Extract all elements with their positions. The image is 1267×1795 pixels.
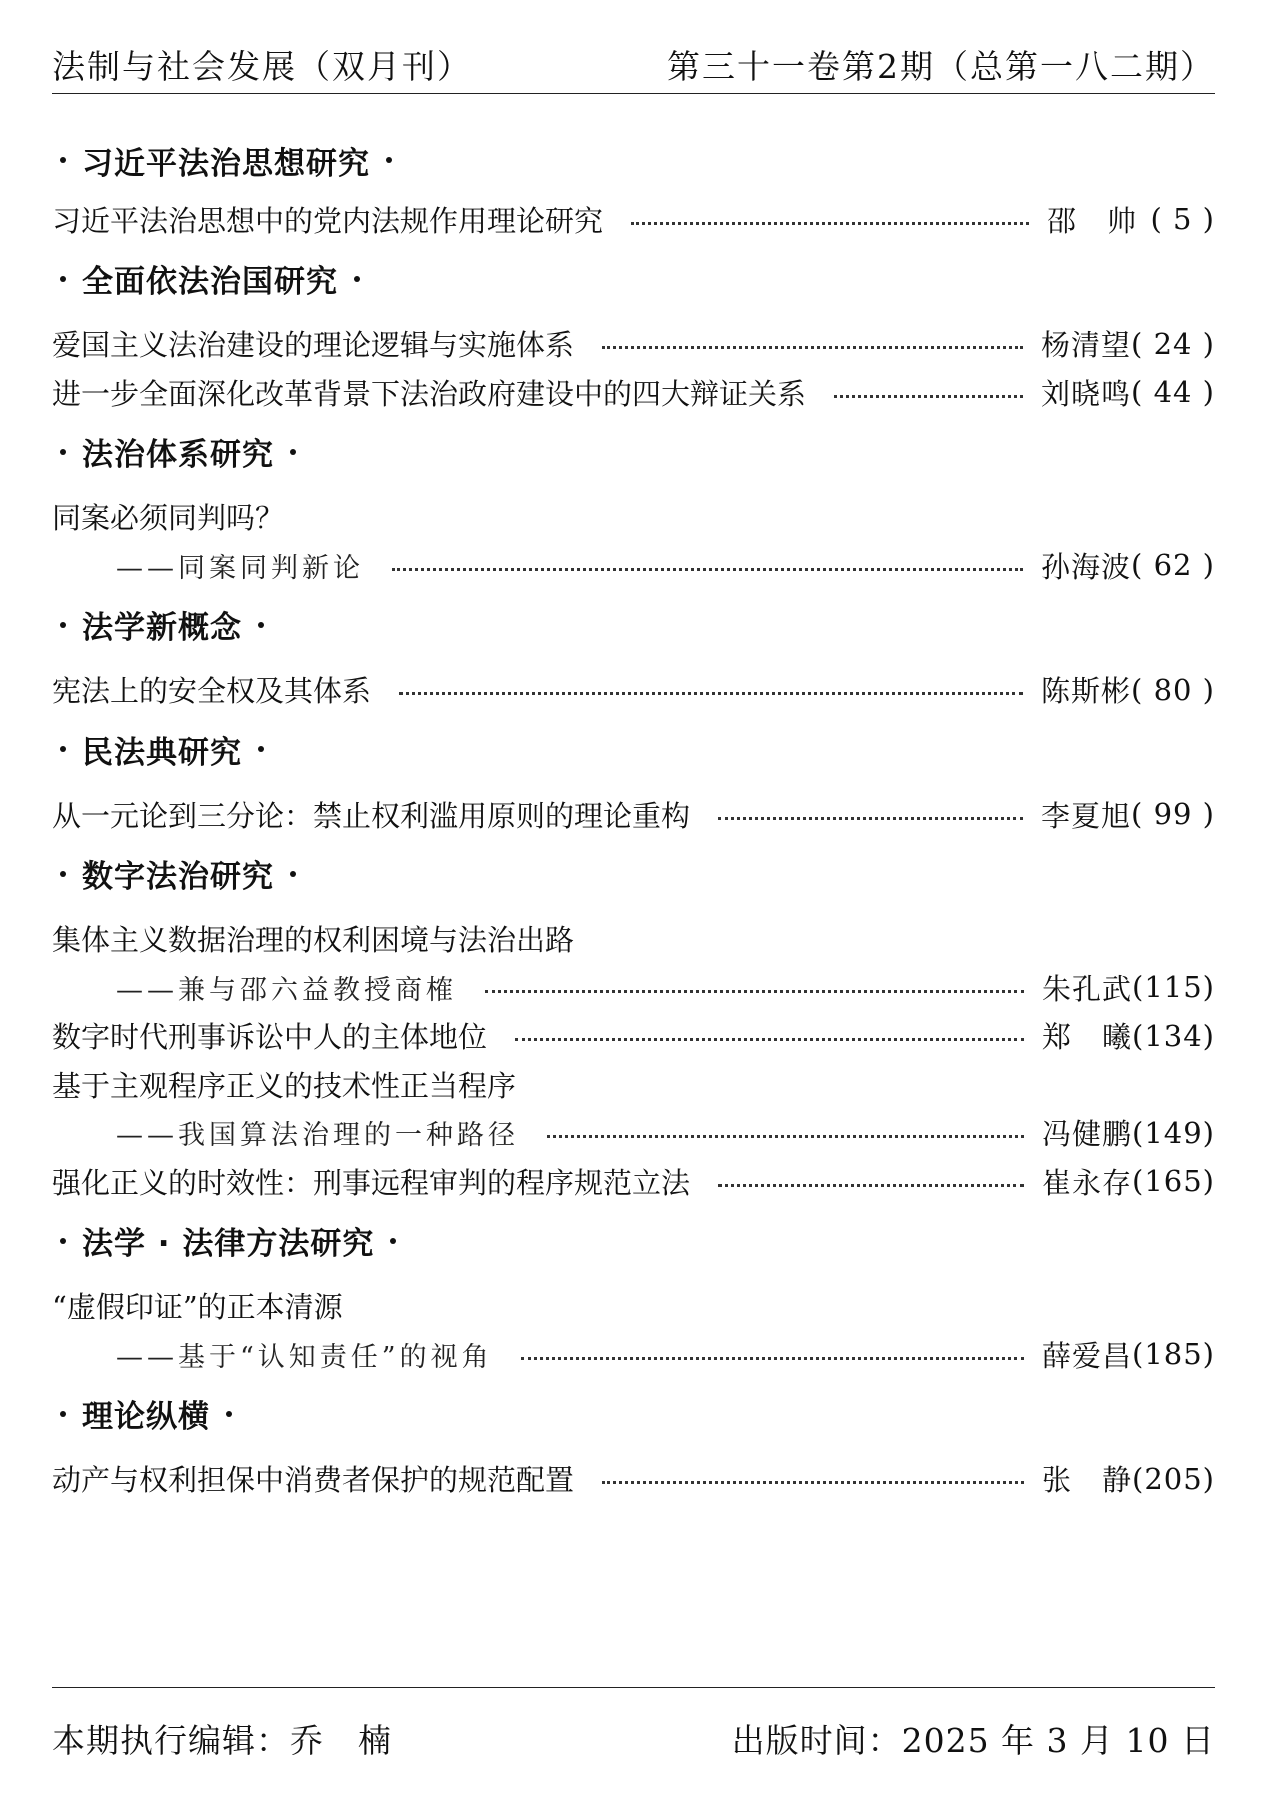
bullet-dot-icon <box>60 871 66 877</box>
article-title: “虚假印证”的正本清源 <box>52 1290 343 1325</box>
toc-section <box>52 714 1215 839</box>
article-author: 刘晓鸣 <box>1041 376 1132 411</box>
article-page: ( 99 ) <box>1131 797 1215 832</box>
article-page: (115) <box>1132 970 1215 1005</box>
section-heading-text: 全面依法治国研究 <box>82 264 338 300</box>
dot-leader <box>392 568 1023 571</box>
section-heading-text: 法学新概念 <box>82 610 242 646</box>
dot-leader <box>834 395 1023 398</box>
toc-section <box>52 1206 1215 1379</box>
toc-section <box>52 1379 1215 1504</box>
dot-leader <box>485 990 1024 993</box>
article-title: 爱国主义法治建设的理论逻辑与实施体系 <box>52 328 575 363</box>
toc-entry <box>52 493 1215 542</box>
section-heading-text: 理论纵横 <box>82 1399 210 1435</box>
bullet-dot-icon <box>60 449 66 455</box>
dot-leader <box>399 692 1023 695</box>
article-author: 郑 曦 <box>1042 1020 1133 1055</box>
article-author: 薛爱昌 <box>1042 1338 1133 1373</box>
issue-info: 第三十一卷第2期（总第一八二期） <box>667 46 1215 86</box>
bullet-dot-icon <box>60 157 66 163</box>
page-header <box>52 36 1215 92</box>
bullet-dot-icon <box>60 622 66 628</box>
dot-leader <box>521 1357 1024 1360</box>
section-heading <box>52 714 1215 784</box>
toc-entry <box>52 1012 1215 1061</box>
toc-entry <box>52 1060 1215 1109</box>
article-page: ( 62 ) <box>1131 548 1215 583</box>
dot-leader <box>602 346 1023 349</box>
journal-title: 法制与社会发展（双月刊） <box>52 46 472 86</box>
section-heading <box>52 125 1215 195</box>
dot-leader <box>631 222 1029 225</box>
bullet-dot-icon <box>290 449 296 455</box>
toc-section <box>52 244 1215 417</box>
executive-editor: 本期执行编辑：乔 楠 <box>52 1720 392 1760</box>
bullet-dot-icon <box>60 1411 66 1417</box>
dot-leader <box>718 817 1023 820</box>
article-title: 习近平法治思想中的党内法规作用理论研究 <box>52 203 604 238</box>
article-author: 陈斯彬 <box>1041 674 1132 709</box>
bullet-dot-icon <box>390 1238 396 1244</box>
section-heading-text: 数字法治研究 <box>82 859 274 895</box>
bullet-dot-icon <box>60 746 66 752</box>
section-heading-text: 民法典研究 <box>82 734 242 771</box>
article-subtitle: ——我国算法治理的一种路径 <box>116 1120 519 1152</box>
bullet-dot-icon <box>386 157 392 163</box>
bullet-dot-icon <box>60 276 66 282</box>
footer-rule <box>52 1687 1215 1688</box>
publication-date: 出版时间：2025 年 3 月 10 日 <box>731 1720 1215 1760</box>
article-author: 邵 帅 <box>1046 203 1137 238</box>
section-heading <box>52 1206 1215 1276</box>
bullet-dot-icon <box>60 1238 66 1244</box>
article-page: (149) <box>1132 1115 1215 1150</box>
article-page: (134) <box>1132 1018 1215 1053</box>
toc-section <box>52 125 1215 244</box>
article-page: ( 80 ) <box>1131 672 1215 707</box>
article-title: 强化正义的时效性：刑事远程审判的程序规范立法 <box>52 1165 691 1200</box>
article-title: 进一步全面深化改革背景下法治政府建设中的四大辩证关系 <box>52 376 807 411</box>
dot-leader <box>602 1481 1024 1484</box>
article-author: 崔永存 <box>1042 1165 1133 1200</box>
dot-leader <box>515 1038 1024 1041</box>
toc-entry <box>52 790 1215 839</box>
header-rule <box>52 93 1215 94</box>
section-heading-text: 习近平法治思想研究 <box>82 145 370 182</box>
toc-entry <box>52 320 1215 369</box>
bullet-dot-icon <box>226 1411 232 1417</box>
dot-leader <box>547 1135 1024 1138</box>
toc-entry <box>52 915 1215 964</box>
toc-entry <box>52 1455 1215 1504</box>
article-subtitle: ——兼与邵六益教授商榷 <box>116 974 457 1006</box>
toc-entry-subtitle <box>52 541 1215 590</box>
article-page: ( 5 ) <box>1150 202 1215 237</box>
toc-section <box>52 590 1215 715</box>
bullet-dot-icon <box>290 871 296 877</box>
toc-entry <box>52 666 1215 715</box>
article-title: 宪法上的安全权及其体系 <box>52 674 372 709</box>
table-of-contents <box>52 125 1215 1503</box>
page-footer <box>52 1708 1215 1768</box>
toc-entry-subtitle <box>52 963 1215 1012</box>
section-heading <box>52 590 1215 660</box>
section-heading <box>52 417 1215 487</box>
toc-entry <box>52 195 1215 244</box>
article-title: 基于主观程序正义的技术性正当程序 <box>52 1068 517 1103</box>
article-title: 从一元论到三分论：禁止权利滥用原则的理论重构 <box>52 798 691 833</box>
section-heading <box>52 839 1215 909</box>
article-author: 杨清望 <box>1041 328 1132 363</box>
toc-entry-subtitle <box>52 1330 1215 1379</box>
bullet-dot-icon <box>354 276 360 282</box>
article-title: 数字时代刑事诉讼中人的主体地位 <box>52 1020 488 1055</box>
article-page: (185) <box>1132 1337 1215 1372</box>
bullet-dot-icon <box>258 746 264 752</box>
section-heading-text: 法学 · 法律方法研究 <box>82 1226 375 1262</box>
article-page: (205) <box>1132 1461 1215 1496</box>
toc-entry <box>52 368 1215 417</box>
article-author: 孙海波 <box>1041 549 1132 584</box>
toc-entry <box>52 1157 1215 1206</box>
article-author: 张 静 <box>1042 1463 1133 1498</box>
article-title: 同案必须同判吗？ <box>52 501 285 536</box>
article-page: (165) <box>1132 1164 1215 1199</box>
article-author: 李夏旭 <box>1041 798 1132 833</box>
article-subtitle: ——基于“认知责任”的视角 <box>116 1341 493 1373</box>
article-page: ( 44 ) <box>1131 375 1215 410</box>
article-author: 朱孔武 <box>1042 971 1133 1006</box>
article-title: 动产与权利担保中消费者保护的规范配置 <box>52 1463 575 1498</box>
article-title: 集体主义数据治理的权利困境与法治出路 <box>52 923 575 958</box>
section-heading <box>52 244 1215 314</box>
article-author: 冯健鹏 <box>1042 1117 1133 1152</box>
section-heading <box>52 1379 1215 1449</box>
toc-entry <box>52 1282 1215 1331</box>
bullet-dot-icon <box>258 622 264 628</box>
toc-entry-subtitle <box>52 1109 1215 1158</box>
toc-section <box>52 417 1215 590</box>
article-subtitle: ——同案同判新论 <box>116 552 364 584</box>
article-page: ( 24 ) <box>1131 326 1215 361</box>
section-heading-text: 法治体系研究 <box>82 437 274 473</box>
toc-section <box>52 839 1215 1206</box>
dot-leader <box>718 1184 1024 1187</box>
